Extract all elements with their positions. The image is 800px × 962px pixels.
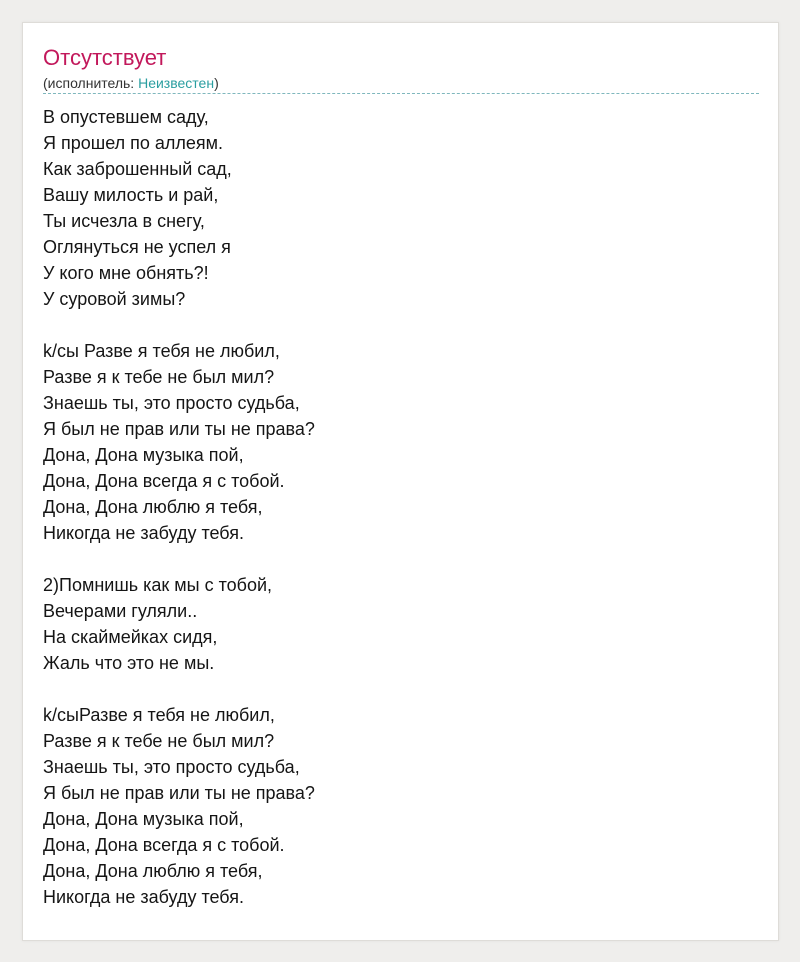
artist-line xyxy=(43,74,219,92)
lyric-line: У суровой зимы? xyxy=(43,289,186,309)
lyric-line: Оглянуться не успел я xyxy=(43,237,231,257)
lyric-line: Дона, Дона музыка пой, xyxy=(43,809,244,829)
lyric-line: k/сы Разве я тебя не любил, xyxy=(43,341,280,361)
lyric-line: Дона, Дона люблю я тебя, xyxy=(43,497,263,517)
lyric-line: Разве я к тебе не был мил? xyxy=(43,731,275,751)
lyric-line: Никогда не забуду тебя. xyxy=(43,523,244,543)
lyrics-card xyxy=(22,22,779,941)
lyric-line: k/сыРазве я тебя не любил, xyxy=(43,705,275,725)
lyric-line: Я был не прав или ты не права? xyxy=(43,783,315,803)
lyric-line: В опустевшем саду, xyxy=(43,107,209,127)
artist-prefix: (исполнитель: xyxy=(43,75,139,91)
lyric-line: У кого мне обнять?! xyxy=(43,263,209,283)
lyric-line: Дона, Дона музыка пой, xyxy=(43,445,244,465)
lyric-line: Я прошел по аллеям. xyxy=(43,133,224,153)
lyric-line: На скаймейках сидя, xyxy=(43,627,218,647)
stanza-break xyxy=(43,546,753,572)
artist-suffix: ) xyxy=(214,75,219,91)
lyric-line: 2)Помнишь как мы с тобой, xyxy=(43,575,273,595)
lyric-line: Как заброшенный сад, xyxy=(43,159,232,179)
lyric-line: Дона, Дона всегда я с тобой. xyxy=(43,471,285,491)
stanza-break xyxy=(43,312,753,338)
stanza-break xyxy=(43,676,753,702)
lyric-line: Разве я к тебе не был мил? xyxy=(43,367,275,387)
lyric-line: Дона, Дона всегда я с тобой. xyxy=(43,835,285,855)
lyric-line: Дона, Дона люблю я тебя, xyxy=(43,861,263,881)
lyric-line: Вечерами гуляли.. xyxy=(43,601,198,621)
lyric-line: Я был не прав или ты не права? xyxy=(43,419,315,439)
lyric-line: Вашу милость и рай, xyxy=(43,185,219,205)
lyric-line: Никогда не забуду тебя. xyxy=(43,887,244,907)
lyric-line: Знаешь ты, это просто судьба, xyxy=(43,757,300,777)
artist-link[interactable]: Неизвестен xyxy=(138,75,215,91)
dashed-divider xyxy=(43,93,759,94)
lyric-line: Жаль что это не мы. xyxy=(43,653,215,673)
lyric-line: Ты исчезла в снегу, xyxy=(43,211,205,231)
song-title: Отсутствует xyxy=(43,45,167,70)
lyrics-text xyxy=(43,104,753,910)
lyric-line: Знаешь ты, это просто судьба, xyxy=(43,393,300,413)
